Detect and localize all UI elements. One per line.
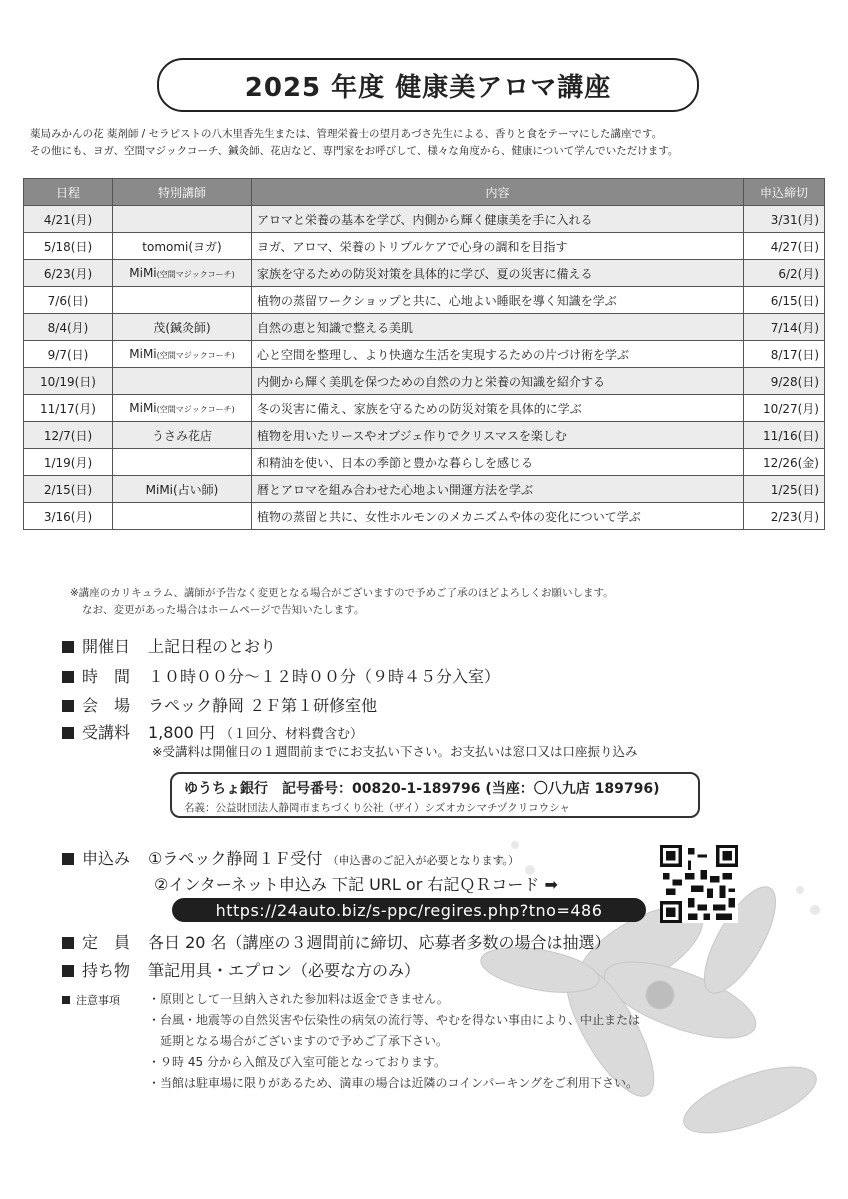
cell-content-text: 暦とアロマを組み合わせた心地よい開運方法を学ぶ	[257, 482, 534, 497]
info-label: 定 員	[82, 933, 131, 952]
cell-content	[252, 476, 744, 503]
table-row	[24, 233, 825, 260]
cell-content	[252, 341, 744, 368]
bank-info-box	[170, 772, 700, 818]
cell-instructor-text: MiMi(占い師)	[145, 482, 219, 497]
cell-content-text: 植物の蒸留と共に、女性ホルモンのメカニズムや体の変化について学ぶ	[257, 509, 641, 524]
caution-label	[62, 992, 120, 1008]
table-row	[24, 314, 825, 341]
cell-deadline	[744, 260, 825, 287]
info-venue	[62, 693, 377, 716]
cell-date	[24, 395, 113, 422]
square-bullet-icon	[62, 727, 74, 739]
table-row	[24, 422, 825, 449]
caution-item: ・当館は駐車場に限りがあるため、満車の場合は近隣のコインパーキングをご利用下さい。	[148, 1076, 638, 1090]
cell-deadline-text: 6/2(月)	[778, 266, 819, 281]
note-line: なお、変更があった場合はホームページで告知いたします。	[82, 604, 365, 616]
cell-content	[252, 287, 744, 314]
fee-note: ※受講料は開催日の１週間前までにお支払い下さい。お支払いは窓口又は口座振り込み	[152, 744, 638, 759]
caution-item: ・原則として一旦納入された参加料は返金できません。	[148, 992, 449, 1006]
apply-url-link[interactable]: https://24auto.biz/s-ppc/regires.php?tno=486	[172, 898, 646, 922]
intro-line: 薬局みかんの花 薬剤師 / セラピストの八木里香先生または、管理栄養士の望月あづさ先生による、香りと食をテーマにした講座です。	[30, 128, 663, 140]
square-bullet-icon	[62, 641, 74, 653]
cell-deadline	[744, 449, 825, 476]
cell-deadline	[744, 206, 825, 233]
info-label: 時 間	[82, 667, 131, 686]
info-date	[62, 634, 276, 657]
table-header-row	[24, 179, 825, 206]
apply-option-1: ①ラペック静岡１Ｆ受付	[148, 849, 323, 868]
cell-date-text: 1/19(月)	[43, 455, 93, 470]
header-content: 内容	[252, 179, 744, 206]
cell-content	[252, 368, 744, 395]
table-body	[24, 206, 825, 530]
square-bullet-icon	[62, 996, 70, 1004]
cell-content-text: 自然の恵と知識で整える美肌	[257, 320, 414, 335]
table-row	[24, 503, 825, 530]
cell-date	[24, 260, 113, 287]
cell-date	[24, 206, 113, 233]
table-row	[24, 206, 825, 233]
cell-deadline	[744, 395, 825, 422]
cell-content-text: 心と空間を整理し、より快適な生活を実現するための片づけ術を学ぶ	[257, 347, 630, 362]
info-value: 上記日程のとおり	[148, 637, 277, 656]
table-row	[24, 449, 825, 476]
cell-deadline	[744, 314, 825, 341]
cell-instructor	[113, 503, 252, 530]
qr-code-icon[interactable]	[660, 845, 738, 923]
note-line: ※講座のカリキュラム、講師が予告なく変更となる場合がございますので予めご了承のほどよろしくお願いします。	[70, 587, 614, 599]
cell-instructor-text: MiMi	[129, 266, 157, 280]
square-bullet-icon	[62, 965, 74, 977]
info-value: １０時００分～１２時００分（９時４５分入室）	[148, 667, 501, 686]
info-label: 会 場	[82, 696, 131, 715]
cell-date	[24, 476, 113, 503]
cell-deadline	[744, 341, 825, 368]
square-bullet-icon	[62, 937, 74, 949]
info-sub: （１回分、材料費含む）	[220, 727, 364, 742]
cell-deadline-text: 1/25(日)	[770, 482, 819, 497]
info-value: ラペック静岡 ２Ｆ第１研修室他	[148, 696, 378, 715]
header-deadline: 申込締切	[744, 179, 825, 206]
info-label: 申込み	[82, 849, 131, 868]
table-row	[24, 287, 825, 314]
cell-deadline-text: 3/31(月)	[770, 212, 819, 227]
cell-date-text: 7/6(日)	[47, 293, 89, 308]
cell-content-text: 家族を守るための防災対策を具体的に学び、夏の災害に備える	[257, 266, 593, 281]
cell-instructor-sub: (空間マジックコーチ)	[156, 351, 235, 360]
bank-account: ゆうちょ銀行 記号番号：00820-1-189796 (当座：〇八九店 189796)	[184, 781, 660, 797]
schedule-table	[23, 178, 825, 530]
apply-option-1-note: （申込書のご記入が必要となります。）	[327, 854, 520, 867]
cell-date-text: 4/21(月)	[43, 212, 93, 227]
square-bullet-icon	[62, 853, 74, 865]
curriculum-note	[70, 585, 614, 619]
info-value: 各日 20 名（講座の３週間前に締切、応募者多数の場合は抽選）	[148, 933, 611, 952]
cell-date	[24, 233, 113, 260]
cell-deadline-text: 12/26(金)	[763, 455, 819, 470]
cell-deadline-text: 9/28(日)	[770, 374, 819, 389]
cell-instructor	[113, 341, 252, 368]
cell-content-text: 内側から輝く美肌を保つための自然の力と栄養の知識を紹介する	[257, 374, 606, 389]
cell-date-text: 10/19(日)	[40, 374, 96, 389]
header-instructor: 特別講師	[113, 179, 252, 206]
cell-deadline	[744, 422, 825, 449]
apply-opt1	[62, 846, 519, 869]
apply-option-2: ②インターネット申込み 下記 URL or 右記ＱＲコード ➡	[154, 875, 558, 894]
cell-deadline-text: 8/17(日)	[770, 347, 819, 362]
cell-date-text: 2/15(日)	[43, 482, 93, 497]
cell-date-text: 5/18(日)	[43, 239, 93, 254]
caution-item: ・台風・地震等の自然災害や伝染性の病気の流行等、やむを得ない事由により、中止または	[148, 1013, 641, 1027]
cell-instructor	[113, 449, 252, 476]
info-value: 筆記用具・エプロン（必要な方のみ）	[148, 961, 421, 980]
cell-date-text: 6/23(月)	[43, 266, 93, 281]
info-fee	[62, 720, 363, 743]
cell-content-text: 植物の蒸留ワークショップと共に、心地よい睡眠を導く知識を学ぶ	[257, 293, 617, 308]
cell-date-text: 9/7(日)	[47, 347, 89, 362]
info-label: 受講料	[82, 723, 131, 742]
table-row	[24, 260, 825, 287]
caution-item: 延期となる場合がございますので予めご了承下さい。	[148, 1034, 449, 1048]
header-date: 日程	[24, 179, 113, 206]
info-capacity	[62, 930, 611, 953]
intro-text	[30, 126, 830, 160]
bank-holder: 名義：公益財団法人静岡市まちづくり公社（ザイ）シズオカシマチヅクリコウシャ	[184, 802, 570, 814]
cell-content	[252, 503, 744, 530]
cell-deadline	[744, 368, 825, 395]
cell-deadline	[744, 287, 825, 314]
cell-instructor	[113, 476, 252, 503]
cell-date-text: 12/7(日)	[43, 428, 93, 443]
cell-instructor-sub: (空間マジックコーチ)	[156, 270, 235, 279]
table-row	[24, 341, 825, 368]
cell-instructor-text: 茂(鍼灸師)	[153, 320, 211, 335]
cell-content-text: 冬の災害に備え、家族を守るための防災対策を具体的に学ぶ	[257, 401, 582, 416]
cell-content	[252, 260, 744, 287]
caution-item: ・９時 45 分から入館及び入室可能となっております。	[148, 1055, 446, 1069]
cell-date	[24, 314, 113, 341]
cell-date	[24, 341, 113, 368]
cell-deadline-text: 10/27(月)	[763, 401, 819, 416]
cell-content-text: 植物を用いたリースやオブジェ作りでクリスマスを楽しむ	[257, 428, 567, 443]
cell-instructor	[113, 395, 252, 422]
cell-deadline-text: 4/27(日)	[770, 239, 819, 254]
table-row	[24, 395, 825, 422]
cell-content	[252, 395, 744, 422]
cell-content-text: ヨガ、アロマ、栄養のトリプルケアで心身の調和を目指す	[257, 239, 568, 254]
table-row	[24, 368, 825, 395]
cell-date	[24, 368, 113, 395]
cell-content-text: 和精油を使い、日本の季節と豊かな暮らしを感じる	[257, 455, 534, 470]
cell-date	[24, 503, 113, 530]
cell-content	[252, 449, 744, 476]
cell-date	[24, 422, 113, 449]
info-label: 開催日	[82, 637, 131, 656]
cell-date-text: 8/4(月)	[47, 320, 89, 335]
square-bullet-icon	[62, 671, 74, 683]
cell-deadline-text: 2/23(月)	[770, 509, 819, 524]
cell-instructor	[113, 260, 252, 287]
cell-instructor	[113, 314, 252, 341]
cell-date-text: 11/17(月)	[40, 401, 96, 416]
info-bring	[62, 958, 420, 981]
info-label: 持ち物	[82, 961, 131, 980]
caution-label-text: 注意事項	[76, 994, 120, 1007]
cell-content	[252, 422, 744, 449]
square-bullet-icon	[62, 700, 74, 712]
cell-deadline-text: 7/14(月)	[770, 320, 819, 335]
cell-date	[24, 449, 113, 476]
cell-deadline	[744, 233, 825, 260]
cell-instructor	[113, 368, 252, 395]
cell-content	[252, 314, 744, 341]
table-row	[24, 476, 825, 503]
cell-instructor-text: MiMi	[129, 401, 157, 415]
cell-deadline-text: 6/15(日)	[770, 293, 819, 308]
cell-deadline	[744, 503, 825, 530]
cell-date	[24, 287, 113, 314]
cell-content	[252, 233, 744, 260]
info-value: 1,800 円	[148, 723, 215, 742]
cell-instructor	[113, 422, 252, 449]
caution-list	[148, 989, 640, 1094]
cell-instructor-sub: (空間マジックコーチ)	[156, 405, 235, 414]
cell-instructor-text: MiMi	[129, 347, 157, 361]
cell-instructor	[113, 287, 252, 314]
cell-instructor	[113, 233, 252, 260]
intro-line: その他にも、ヨガ、空間マジックコーチ、鍼灸師、花店など、専門家をお呼びして、様々な角度から、健康について学んでいただけます。	[30, 145, 679, 157]
cell-deadline-text: 11/16(日)	[763, 428, 819, 443]
cell-date-text: 3/16(月)	[43, 509, 93, 524]
cell-content	[252, 206, 744, 233]
info-time	[62, 664, 500, 687]
cell-instructor	[113, 206, 252, 233]
cell-instructor-text: うさみ花店	[151, 428, 212, 443]
page-title: 2025 年度 健康美アロマ講座	[157, 58, 699, 112]
cell-instructor-text: tomomi(ヨガ)	[142, 239, 222, 254]
cell-deadline	[744, 476, 825, 503]
cell-content-text: アロマと栄養の基本を学び、内側から輝く健康美を手に入れる	[257, 212, 593, 227]
